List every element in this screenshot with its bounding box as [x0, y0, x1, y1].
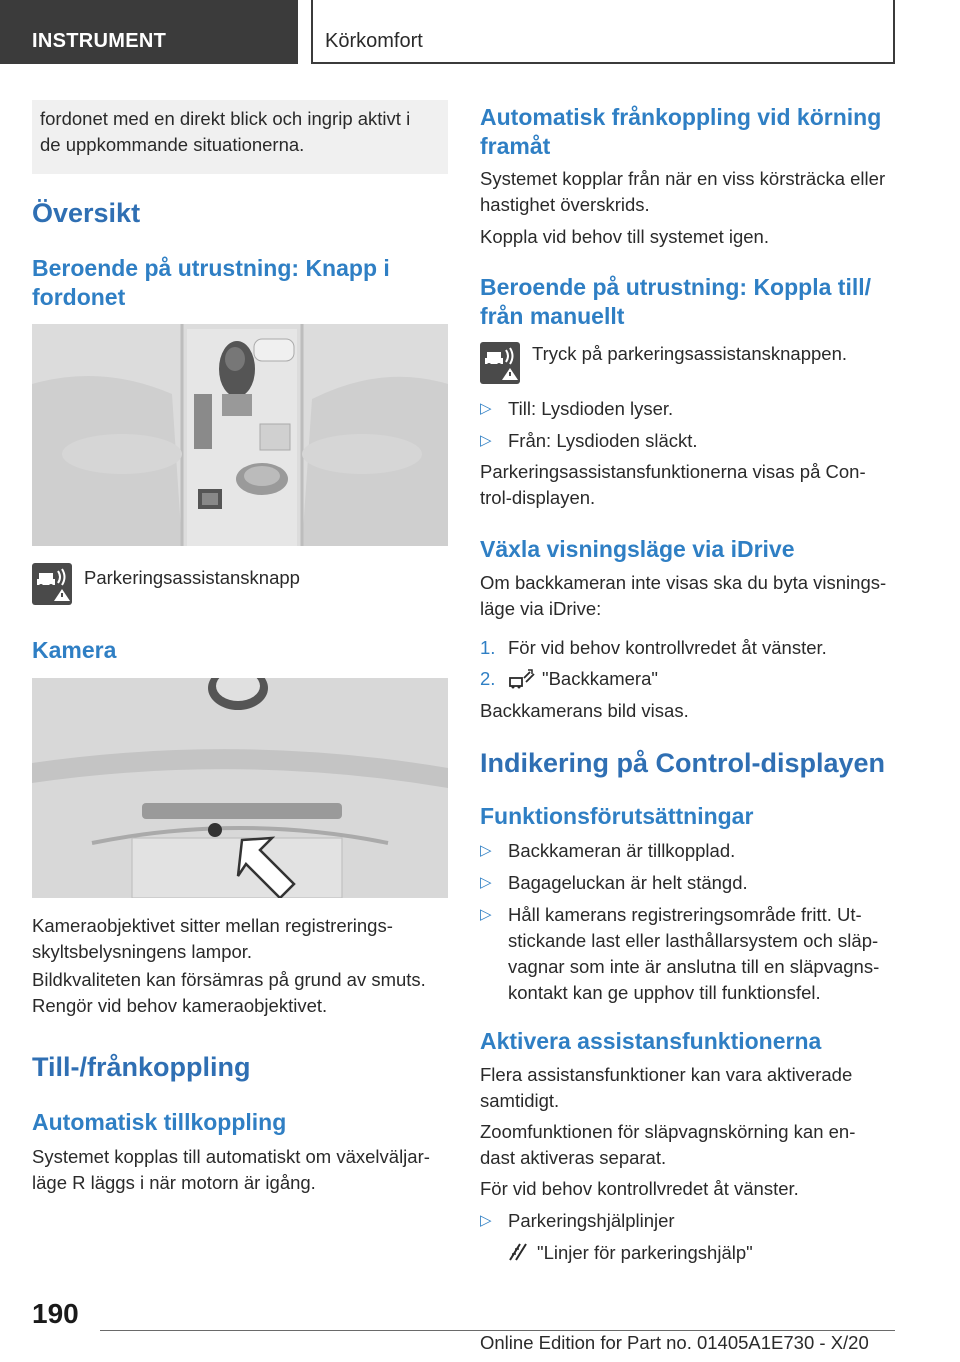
text-line: stickande last eller lasthållarsystem och släp- — [508, 930, 879, 951]
heading-line: Beroende på utrustning: Knapp i — [32, 255, 390, 281]
parking-assist-button-icon — [32, 563, 72, 605]
footer-edition: Online Edition for Part no. 01405A1E730 - X/20 — [480, 1332, 869, 1353]
note-box — [32, 100, 448, 174]
header-section-tab — [0, 0, 298, 64]
step-number: 1. — [480, 637, 496, 658]
triangle-bullet-icon: ▷ — [480, 906, 492, 923]
triangle-bullet-icon: ▷ — [480, 400, 492, 417]
bullet-text — [508, 902, 895, 1006]
parking-assist-button-icon — [480, 342, 520, 384]
auto-fran-paragraph — [480, 166, 895, 218]
heading-vaxla-visningslage: Växla visningsläge via iDrive — [480, 536, 795, 562]
triangle-bullet-icon: ▷ — [480, 1212, 492, 1229]
triangle-bullet-icon: ▷ — [480, 842, 492, 859]
heading-koppla-manuellt — [480, 273, 895, 331]
step-text: För vid behov kontrollvredet åt vänster. — [508, 637, 827, 658]
page-number: 190 — [32, 1298, 79, 1329]
note-line: fordonet med en direkt blick och ingrip aktivt i — [40, 108, 411, 129]
text-line: Håll kamerans registreringsområde fritt. Ut- — [508, 904, 862, 925]
text-line: Systemet kopplar från när en viss körsträcka eller — [480, 168, 886, 189]
bullet-text: Bagageluckan är helt stängd. — [508, 872, 748, 893]
text-line: Bildkvaliteten kan försämras på grund av smuts. — [32, 969, 426, 990]
caption-parkeringsassistansknapp: Parkeringsassistansknapp — [84, 567, 300, 588]
linjer-text: "Linjer för parkeringshjälp" — [537, 1242, 753, 1263]
vaxla-paragraph — [480, 570, 895, 622]
triangle-bullet-icon: ▷ — [480, 432, 492, 449]
text-line: Systemet kopplas till automatiskt om växelväljar- — [32, 1146, 430, 1167]
heading-line: från manuellt — [480, 303, 625, 329]
zoom-paragraph — [480, 1119, 895, 1171]
heading-indikering: Indikering på Control-displayen — [480, 748, 886, 778]
kamera-paragraph-2 — [32, 967, 448, 1019]
step-text: "Backkamera" — [542, 668, 658, 689]
text-line: kontakt kan ge upphov till funktionsfel. — [508, 982, 821, 1003]
text-line: dast aktiveras separat. — [480, 1147, 667, 1168]
text-line: samtidigt. — [480, 1090, 560, 1111]
bullet-text: Till: Lysdioden lyser. — [508, 398, 674, 419]
text-line: läge via iDrive: — [480, 598, 602, 619]
parking-lines-icon — [508, 1242, 530, 1267]
heading-kamera: Kamera — [32, 637, 117, 663]
kamera-paragraph-1 — [32, 913, 448, 965]
heading-line: Beroende på utrustning: Koppla till/ — [480, 274, 871, 300]
for-vid-behov-text: För vid behov kontrollvredet åt vänster. — [480, 1178, 799, 1199]
text-line: läge R läggs i när motorn är igång. — [32, 1172, 316, 1193]
heading-beroende-knapp — [32, 254, 448, 312]
heading-till-frankoppling: Till-/frånkoppling — [32, 1052, 251, 1082]
heading-line: fordonet — [32, 284, 126, 310]
aktivera-paragraph — [480, 1062, 895, 1114]
step-number: 2. — [480, 668, 496, 689]
tryck-text: Tryck på parkeringsassistansknappen. — [532, 343, 847, 364]
koppla-igen-text: Koppla vid behov till systemet igen. — [480, 226, 769, 247]
bullet-text: Backkameran är tillkopplad. — [508, 840, 736, 861]
heading-automatisk-frankoppling — [480, 103, 895, 161]
text-line: hastighet överskrids. — [480, 194, 650, 215]
bullet-text: Från: Lysdioden släckt. — [508, 430, 698, 451]
header-section-label: INSTRUMENT — [32, 30, 167, 52]
text-line: Rengör vid behov kameraobjektivet. — [32, 995, 328, 1016]
heading-aktivera: Aktivera assistansfunktionerna — [480, 1028, 822, 1054]
footer-divider — [100, 1330, 895, 1331]
bild-visas-text: Backkamerans bild visas. — [480, 700, 689, 721]
center-console-photo — [32, 324, 448, 546]
text-line: Parkeringsassistansfunktionerna visas på Con- — [480, 461, 866, 482]
f-bullet-3 — [480, 902, 895, 1010]
note-line: de uppkommande situationerna. — [40, 134, 305, 155]
text-line: trol-displayen. — [480, 487, 596, 508]
heading-automatisk-tillkoppling: Automatisk tillkoppling — [32, 1109, 287, 1135]
text-line: Om backkameran inte visas ska du byta visnings- — [480, 572, 887, 593]
auto-till-paragraph — [32, 1144, 448, 1196]
header-chapter-label: Körkomfort — [325, 30, 423, 52]
heading-funktionsforutsattningar: Funktionsförutsättningar — [480, 803, 754, 829]
rear-camera-icon — [508, 668, 536, 699]
header-chapter-tab — [311, 0, 895, 64]
bullet-text: Parkeringshjälplinjer — [508, 1210, 675, 1231]
text-line: skyltsbelysningens lampor. — [32, 941, 253, 962]
heading-line: Automatisk frånkoppling vid körning — [480, 104, 882, 130]
text-line: vagnar som inte är anslutna till en släpvagns- — [508, 956, 880, 977]
text-line: Kameraobjektivet sitter mellan registrerings- — [32, 915, 393, 936]
text-line: Zoomfunktionen för släpvagnskörning kan en- — [480, 1121, 856, 1142]
heading-oversikt: Översikt — [32, 198, 141, 228]
visas-paragraph — [480, 459, 895, 511]
rear-camera-photo — [32, 678, 448, 898]
heading-line: framåt — [480, 133, 551, 159]
text-line: Flera assistansfunktioner kan vara aktiverade — [480, 1064, 853, 1085]
triangle-bullet-icon: ▷ — [480, 874, 492, 891]
